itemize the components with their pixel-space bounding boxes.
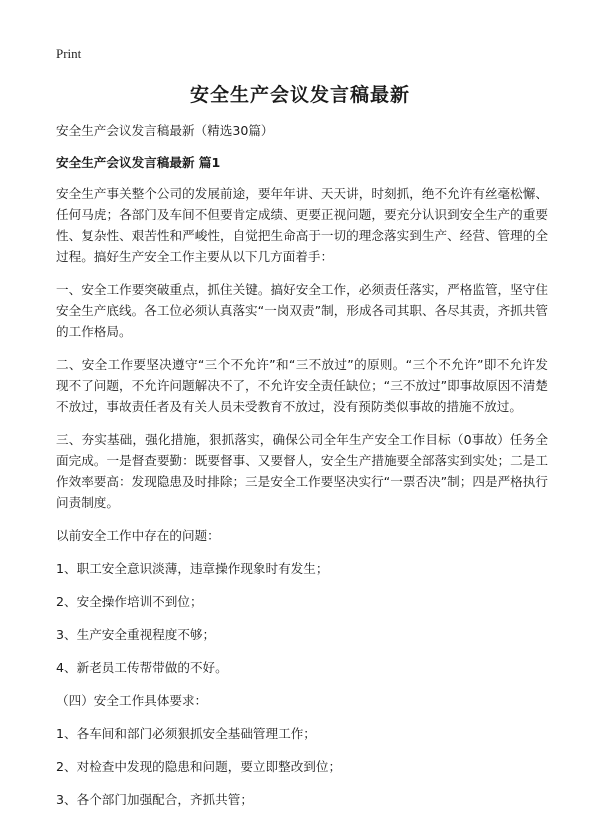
- requirement-item: 1、各车间和部门必须狠抓安全基础管理工作；: [56, 726, 316, 741]
- section-heading: 安全生产会议发言稿最新 篇1: [56, 155, 221, 170]
- document-title: 安全生产会议发言稿最新: [189, 84, 410, 106]
- print-label: Print: [56, 46, 82, 61]
- problem-item: 2、安全操作培训不到位；: [56, 594, 203, 609]
- paragraph-point-1: 一、安全工作要突破重点，抓住关键。搞好安全工作，必须责任落实，严格监管，坚守住安全生产底线。各工位必须认真落实“一岗双责”制，形成各司其职、各尽其责，齐抓共管的工作格局。: [56, 282, 548, 339]
- document-body: [56, 120, 548, 822]
- problem-item: 4、新老员工传帮带做的不好。: [56, 660, 228, 675]
- document-subtitle: 安全生产会议发言稿最新（精选30篇）: [56, 123, 274, 138]
- problems-intro: 以前安全工作中存在的问题：: [56, 528, 220, 543]
- paragraph-intro: 安全生产事关整个公司的发展前途，要年年讲、天天讲，时刻抓，绝不允许有丝毫松懈、任何马虎；各部门及车间不但要肯定成绩、更要正视问题，要充分认识到安全生产的重要性、复杂性、艰苦性和严峻性，自觉把生命高于一切的理念落实到生产、经营、管理的全过程。搞好生产安全工作主要从以下几方面着手：: [56, 186, 548, 264]
- requirement-item: 2、对检查中发现的隐患和问题，要立即整改到位；: [56, 759, 342, 774]
- problem-item: 1、职工安全意识淡薄，违章操作现象时有发生；: [56, 561, 329, 576]
- paragraph-point-3: 三、夯实基础，强化措施，狠抓落实，确保公司全年生产安全工作目标（0事故）任务全面完成。一是督查要勤：既要督事、又要督人，安全生产措施要全部落实到实处；二是工作效率要高：发现隐患及时排除；三是安全工作要坚决实行“一票否决”制；四是严格执行问责制度。: [56, 432, 548, 510]
- requirement-item: 3、各个部门加强配合，齐抓共管；: [56, 792, 253, 807]
- problem-item: 3、生产安全重视程度不够；: [56, 627, 216, 642]
- paragraph-point-2: 二、安全工作要坚决遵守“三个不允许”和“三不放过”的原则。“三个不允许”即不允许发现不了问题，不允许问题解决不了，不允许安全责任缺位；“三不放过”即事故原因不清楚不放过，事故责任者及有关人员未受教育不放过，没有预防类似事故的措施不放过。: [56, 357, 548, 414]
- requirements-intro: （四）安全工作具体要求：: [56, 693, 208, 708]
